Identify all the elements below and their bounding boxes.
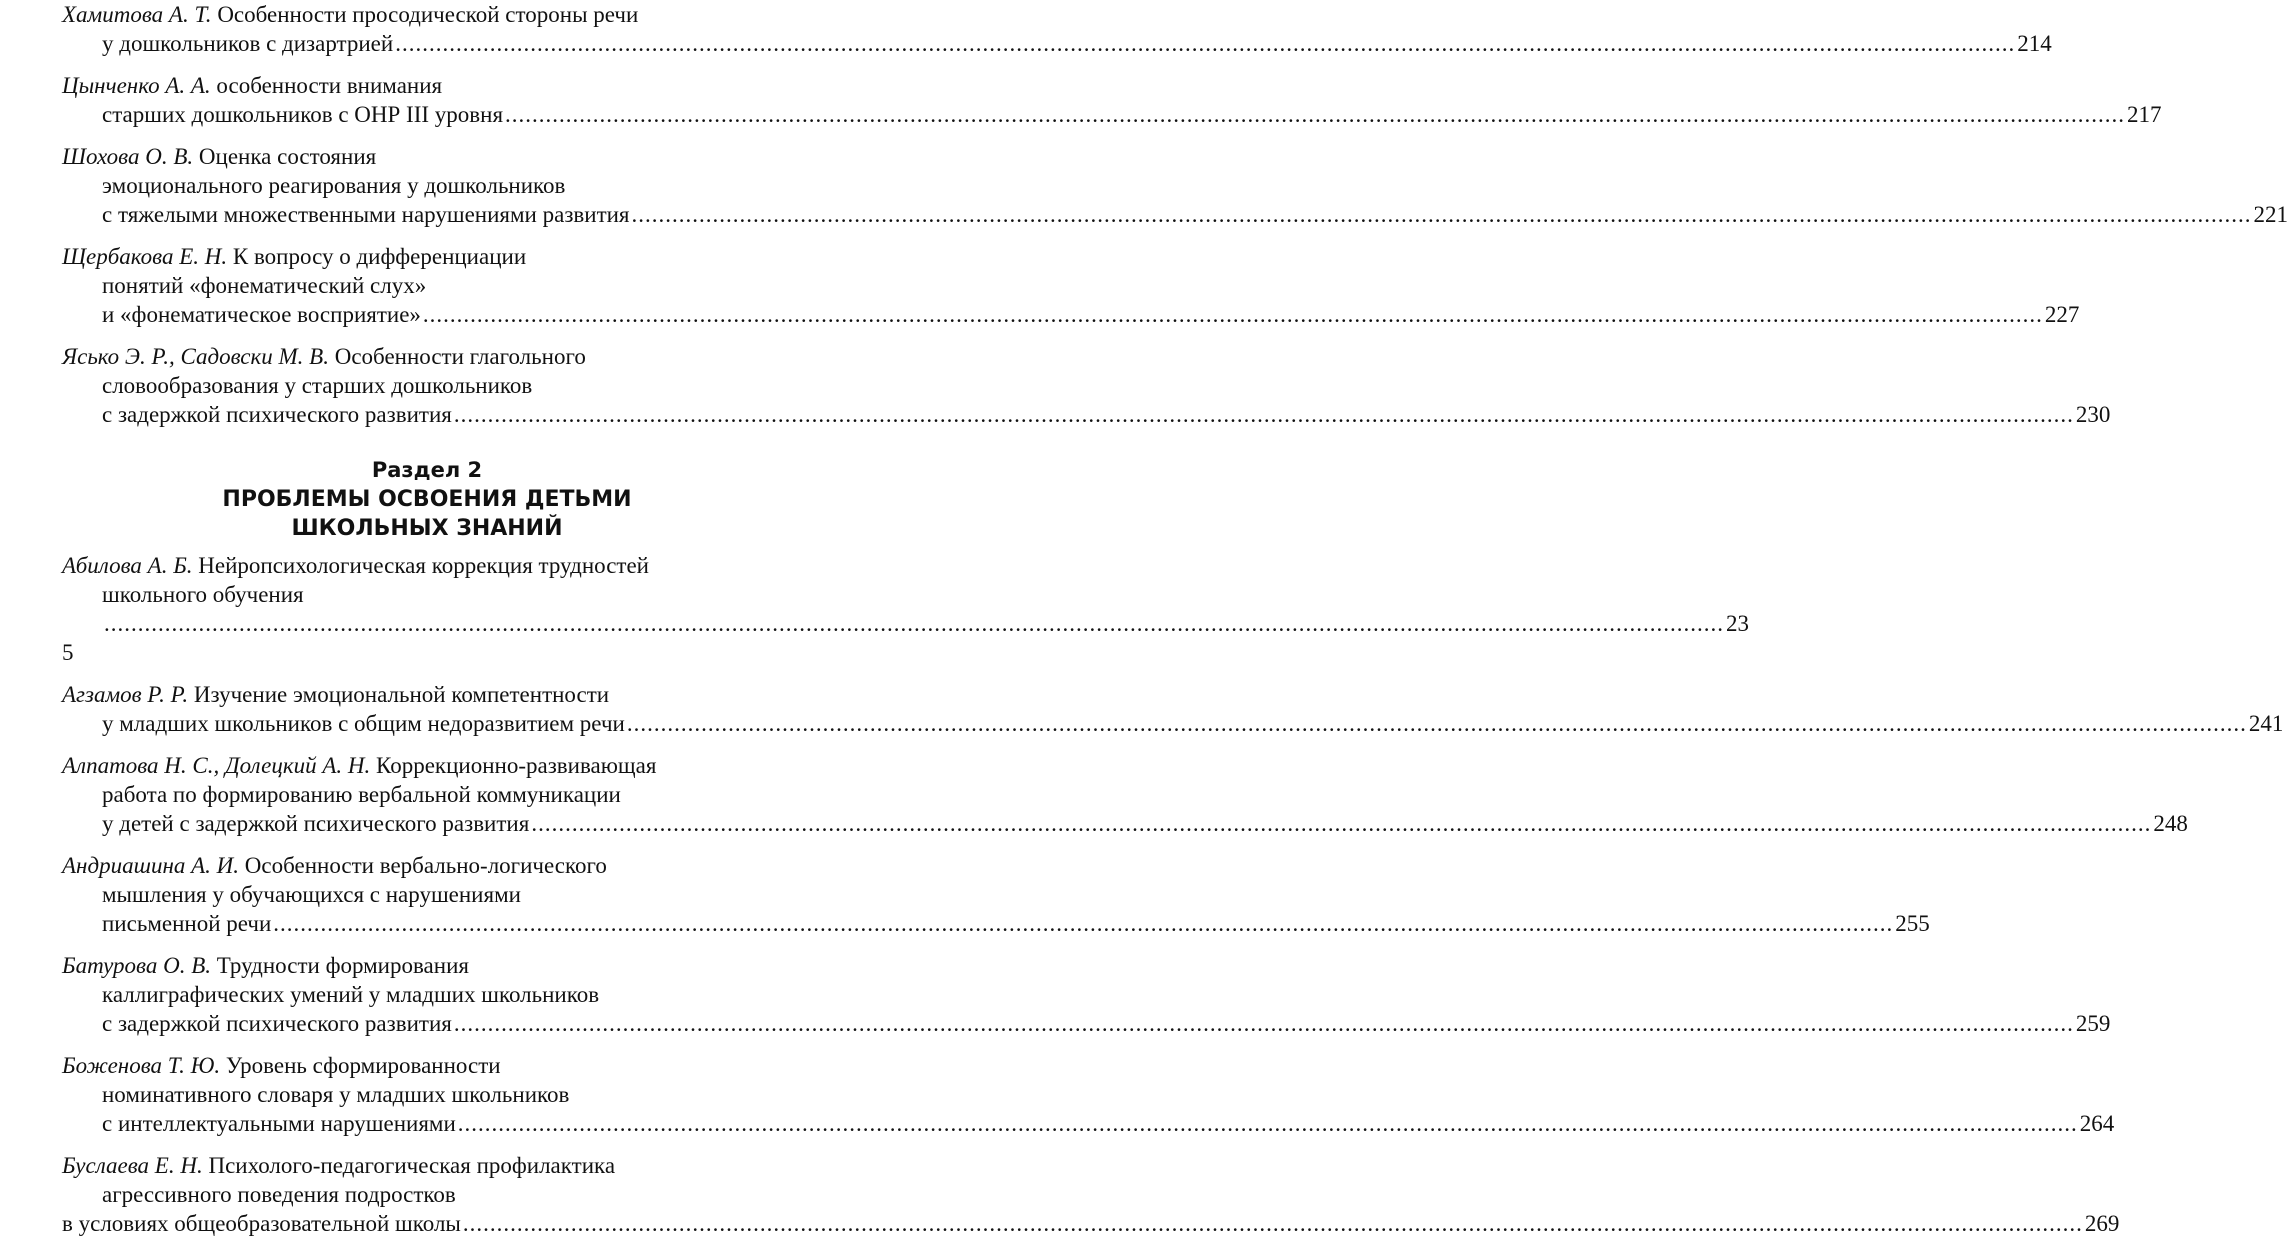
entry-page: 269 <box>2084 1211 2120 1236</box>
entry-title: Особенности просодической стороны речи <box>217 2 639 27</box>
toc-entry <box>62 1051 2115 1138</box>
entry-page: 248 <box>2153 811 2188 836</box>
dot-leader <box>454 402 2074 427</box>
dot-leader <box>463 1211 2083 1236</box>
section-title-line1: ПРОБЛЕМЫ ОСВОЕНИЯ ДЕТЬМИ <box>222 487 632 512</box>
entry-title-last-line: у младших школьников с общим недоразвитием речи <box>102 711 625 736</box>
toc-entry <box>62 242 2080 329</box>
entry-title-line: работа по формированию вербальной коммуникации <box>102 782 621 807</box>
entry-title: Психолого-педагогическая профилактика <box>208 1153 616 1178</box>
entry-title: Изучение эмоциональной компетентности <box>193 682 610 707</box>
entry-page: 221 <box>2253 202 2288 227</box>
dot-leader <box>627 711 2247 736</box>
dot-leader <box>395 31 2015 56</box>
entry-title-line: словообразования у старших дошкольников <box>102 373 533 398</box>
entry-page: 264 <box>2079 1111 2115 1136</box>
toc-entry <box>62 142 2288 229</box>
entry-title: Оценка состояния <box>198 144 377 169</box>
entry-title-line: понятий «фонематический слух» <box>102 273 427 298</box>
entry-title-last-line: с задержкой психического развития <box>102 402 452 427</box>
dot-leader <box>454 1011 2074 1036</box>
entry-title: Уровень сформированности <box>225 1053 501 1078</box>
toc-entry <box>62 551 1749 667</box>
entry-author: Хамитова А. Т. <box>62 2 212 27</box>
toc-entry <box>62 1151 2120 1238</box>
entry-page: 255 <box>1895 911 1930 936</box>
toc-entry <box>62 0 2052 58</box>
toc-entry <box>62 951 2111 1038</box>
entry-title-line: эмоционального реагирования у дошкольников <box>102 173 566 198</box>
entry-author: Щербакова Е. Н. <box>62 244 228 269</box>
dot-leader <box>505 102 2125 127</box>
entry-author: Батурова О. В. <box>62 953 211 978</box>
entry-title-line: школьного обучения <box>102 582 304 607</box>
entry-title-last-line: с тяжелыми множественными нарушениями развития <box>102 202 630 227</box>
entry-title: Особенности вербально-логического <box>244 853 607 878</box>
entry-page-continued: 5 <box>62 640 74 665</box>
entry-title-last-line: и «фонематическое восприятие» <box>102 302 421 327</box>
entry-author: Буслаева Е. Н. <box>62 1153 203 1178</box>
entry-title-line: каллиграфических умений у младших школьников <box>102 982 600 1007</box>
entry-title-last-line: с интеллектуальными нарушениями <box>102 1111 456 1136</box>
entry-title: Нейропсихологическая коррекция трудностей <box>198 553 649 578</box>
dot-leader <box>632 202 2252 227</box>
toc-list-top <box>62 0 2288 429</box>
toc-entry <box>62 71 2162 129</box>
entry-page: 23 <box>1726 611 1749 636</box>
entry-page: 230 <box>2075 402 2111 427</box>
entry-author: Цынченко А. А. <box>62 73 211 98</box>
entry-title: особенности внимания <box>216 73 443 98</box>
entry-title-line: агрессивного поведения подростков <box>102 1182 456 1207</box>
entry-author: Абилова А. Б. <box>62 553 193 578</box>
entry-author: Алпатова Н. С., Долецкий А. Н. <box>62 753 371 778</box>
entry-title-last-line: письменной речи <box>102 911 272 936</box>
dot-leader <box>273 911 1893 936</box>
entry-title: Коррекционно-развивающая <box>376 753 657 778</box>
entry-title-last-line: у дошкольников с дизартрией <box>102 31 394 56</box>
entry-author: Шохова О. В. <box>62 144 194 169</box>
entry-title-last-line: у детей с задержкой психического развития <box>102 811 530 836</box>
section-title-line2: ШКОЛЬНЫХ ЗНАНИЙ <box>291 516 563 541</box>
entry-title-last-line: старших дошкольников с ОНР III уровня <box>102 102 504 127</box>
entry-author: Ясько Э. Р., Садовски М. В. <box>62 344 329 369</box>
entry-page: 214 <box>2017 31 2052 56</box>
entry-title: Трудности формирования <box>216 953 469 978</box>
entry-title: К вопросу о дифференциации <box>232 244 527 269</box>
entry-title-last-line: с задержкой психического развития <box>102 1011 452 1036</box>
toc-entry <box>62 851 1930 938</box>
entry-title: Особенности глагольного <box>334 344 586 369</box>
entry-author: Андриашина А. И. <box>62 853 240 878</box>
dot-leader <box>531 811 2151 836</box>
toc-entry <box>62 342 2111 429</box>
entry-page: 227 <box>2044 302 2080 327</box>
entry-title-line: мышления у обучающихся с нарушениями <box>102 882 521 907</box>
toc-entry <box>62 751 2188 838</box>
toc-entry <box>62 680 2284 738</box>
entry-author: Боженова Т. Ю. <box>62 1053 221 1078</box>
section-heading <box>62 455 792 543</box>
dot-leader <box>423 302 2043 327</box>
entry-title-last-line: в условиях общеобразовательной школы <box>62 1211 461 1236</box>
dot-leader <box>104 611 1724 636</box>
entry-title-line: номинативного словаря у младших школьников <box>102 1082 570 1107</box>
entry-page: 241 <box>2248 711 2284 736</box>
dot-leader <box>458 1111 2078 1136</box>
entry-author: Агзамов Р. Р. <box>62 682 189 707</box>
toc-list-bottom <box>62 551 2284 1238</box>
entry-page: 217 <box>2127 102 2162 127</box>
entry-page: 259 <box>2075 1011 2111 1036</box>
section-number: Раздел 2 <box>371 458 483 482</box>
